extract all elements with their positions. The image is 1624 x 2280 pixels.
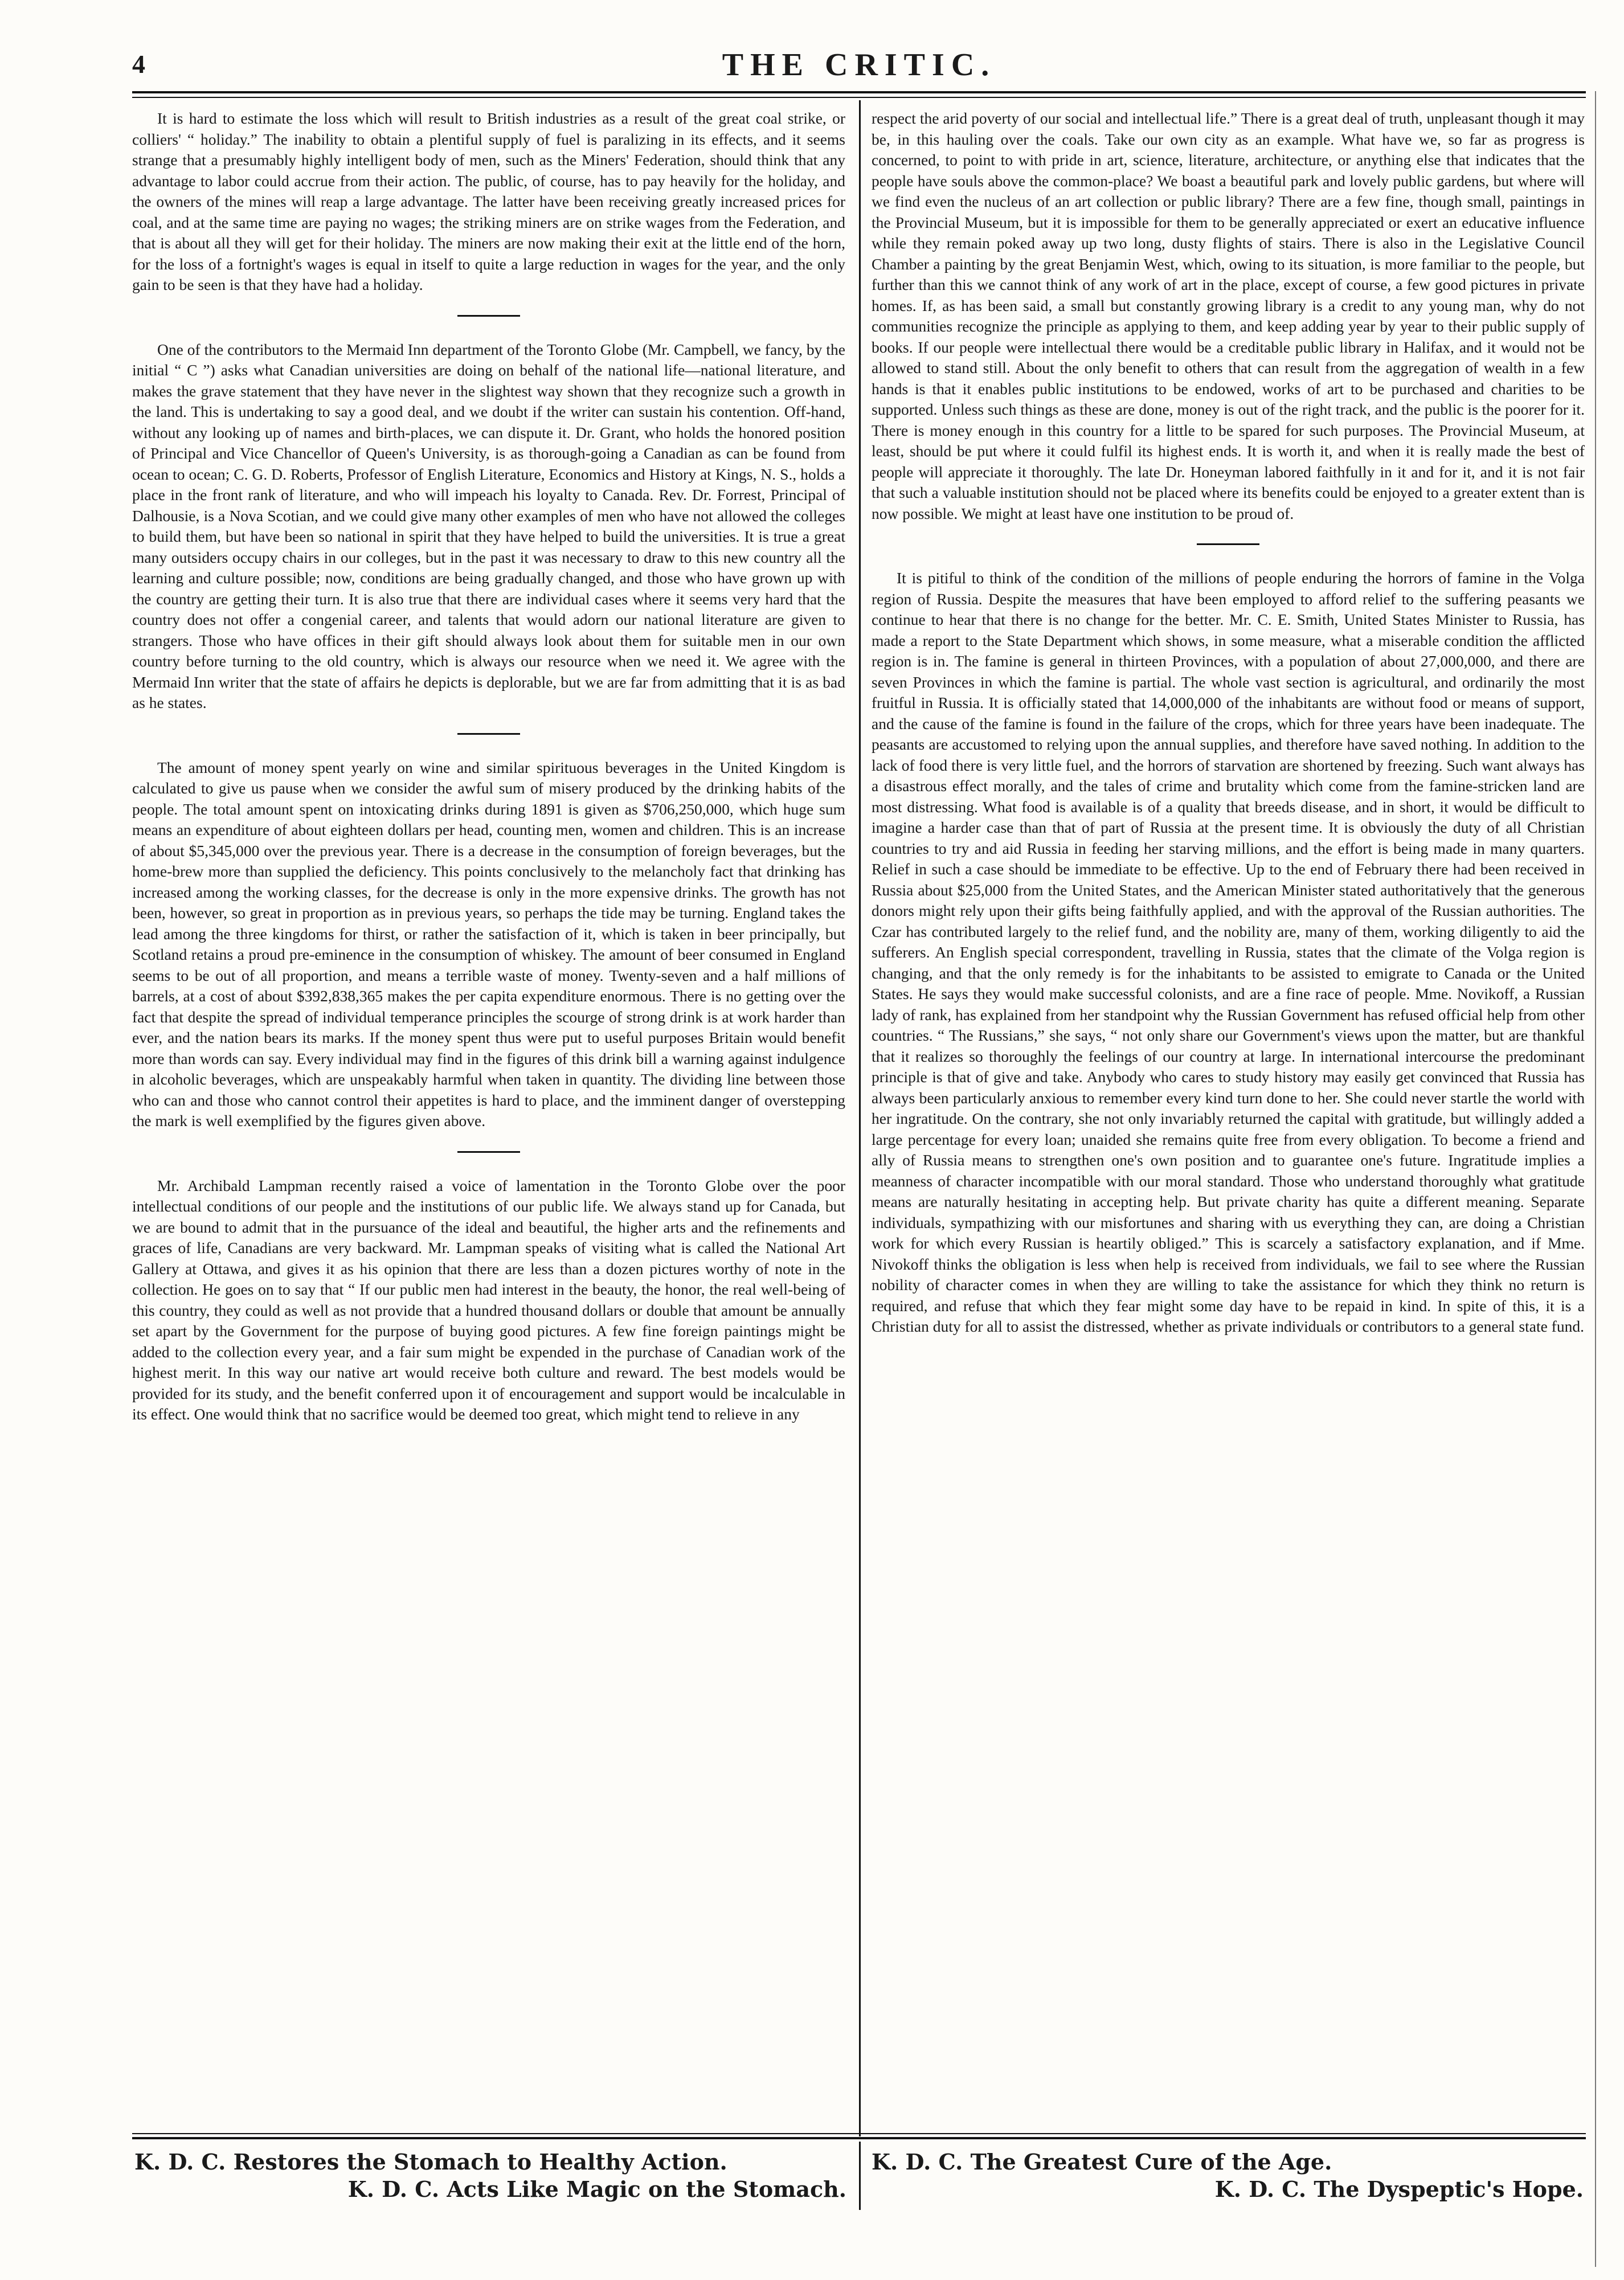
page-number: 4	[132, 50, 145, 79]
ad-line: K. D. C. Acts Like Magic on the Stomach.	[347, 2176, 846, 2202]
footer-rule	[132, 2137, 1586, 2139]
right-column	[872, 108, 1585, 1337]
article-lampman-art-continued: respect the arid poverty of our social and intellectual life.” There is a great deal of truth, unpleasant though it may be, in this hauling over the coals. Take our own city as an example. What have we, so far as progress is concerned, to point to with pride in art, science, literature, architecture, or anything else that indicates that the people have souls above the common-place? We boast a beautiful park and lovely public gardens, but where will we find even the nucleus of an art collection or public library? There are a few fine, though small, paintings in the Provincial Museum, but it is impossible for them to be generally appreciated or exert an educative influence while they remain poked away up two long, dusty flights of stairs. There is also in the Legislative Council Chamber a painting by the great Benjamin West, which, owing to its situation, is more familiar to the people, but further than this we cannot think of any work of art in the place, except of course, a few good pictures in private homes. If, as has been said, a small but constantly growing library is a credit to any young man, why do not communities recognize the principle as applying to them, and keep adding year by year to their public supply of books. If our people were intellectual there would be a creditable public library in Halifax, and it would not be allowed to stand still. About the only benefit to others that can result from the aggregation of wealth in a few hands is that it enables public institutions to be endowed, works of art to be purchased and charities to be supported. Unless such things as these are done, money is out of the right track, and the public is the poorer for it. There is money enough in this country for a little to be spared for such purposes. The Provincial Museum, at least, should be put where it could fulfil its highest ends. It is worth it, and when it is really made the best of people will appreciate it thoroughly. The late Dr. Honeyman labored faithfully in it and for it, and it is not fair that such a valuable institution should not be placed where its benefits could be enjoyed to a greater extent than is now possible. We might at least have one institution to be proud of.	[872, 109, 1585, 522]
article-separator	[457, 315, 520, 317]
article-canadian-universities: One of the contributors to the Mermaid Inn department of the Toronto Globe (Mr. Campbell, we fancy, by the initial “ C ”) asks what Canadian universities are doing on behalf of the national life—national literature, and makes the grave statement that they have never in the slightest way shown that they recognize such a growth in the land. This is undertaking to say a good deal, and we doubt if the writer can sustain his contention. Off-hand, without any looking up of names and birth-places, we can dispute it. Dr. Grant, who holds the honored position of Principal and Vice Chancellor of Queen's University, is as thorough-going a Canadian as can be found from ocean to ocean; C. G. D. Roberts, Professor of English Literature, Economics and History at Kings, N. S., holds a place in the front rank of literature, and who will impeach his loyalty to Canada. Rev. Dr. Forrest, Principal of Dalhousie, is a Nova Scotian, and we could give many other examples of men who have not allowed the colleges to build them, but have been so national in spirit that they have helped to build the universities. It is true a great many outsiders occupy chairs in our colleges, but in the past it was necessary to draw to this new country all the learning and culture possible; now, conditions are being gradually changed, and those who have grown up with the country are getting their turn. It is also true that there are individual cases where it seems very hard that the country does not offer a congenial career, and talents that would adorn our national literature are given to strangers. Those who have offices in their gift should always look about them for suitable men in our own country before turning to the old country, which is always our resource when we need it. We agree with the Mermaid Inn writer that the state of affairs he depicts is deplorable, but we are far from admitting that it is as bad as he states.	[132, 340, 845, 711]
article-coal-strike: It is hard to estimate the loss which will result to British industries as a result of the great coal strike, or colliers' “ holiday.” The inability to obtain a plentiful supply of fuel is paralizing in its effects, and it seems strange that a presumably highly intelligent body of men, such as the Miners' Federation, should think that any advantage to labor could accrue from their action. The public, of course, has to pay heavily for the holiday, and the owners of the mines will reap a large advantage. The latter have been receiving greatly increased prices for coal, and at the same time are paying no wages; the striking miners are on strike wages from the Federation, and that is about all they will get for their holiday. The miners are now making their exit at the little end of the horn, for the loss of a fortnight's wages is equal in itself to quite a large reduction in wages for the year, and the only gain to be seen is that they have had a holiday.	[132, 109, 845, 293]
article-separator	[457, 1151, 520, 1153]
article-russian-famine: It is pitiful to think of the condition of the millions of people enduring the horrors of famine in the Volga region of Russia. Despite the measures that have been employed to afford relief to the suffering peasants we continue to hear that there is no change for the better. Mr. C. E. Smith, United States Minister to Russia, has made a report to the State Department which shows, in some measure, what a miserable condition the afflicted region is in. The famine is general in thirteen Provinces, with a population of about 27,000,000, and there are seven Provinces in which the famine is partial. The whole vast section is agricultural, and ordinarily the most fruitful in Russia. It is officially stated that 14,000,000 of the inhabitants are without food or means of support, and the cause of the famine is found in the failure of the crops, which for three years have been inadequate. The peasants are accustomed to relying upon the annual supplies, and therefore have saved nothing. In addition to the lack of food there is very little fuel, and the horrors of starvation are shortened by freezing. Such want always has a disastrous effect morally, and the tales of crime and brutality which come from the famine-stricken land are most distressing. What food is available is of a quality that breeds disease, and in short, it would be difficult to imagine a harder case than that of part of Russia at the present time. It is obviously the duty of all Christian countries to try and aid Russia in feeding her starving millions, and the effort is being made in many quarters. Relief in such a case should be immediate to be effective. Up to the end of February there had been received in Russia about $25,000 from the United States, and the American Minister stated authoritatively that the generous donors might rely upon their gifts being faithfully applied, and with the approval of the Russian authorities. The Czar has contributed largely to the relief fund, and the nobility are, many of them, working diligently to aid the sufferers. An English special correspondent, travelling in Russia, states that the climate of the Volga region is changing, and that the only remedy is for the inhabitants to be assisted to emigrate to Canada or the United States. He says they would make successful colonists, and are a fine race of people. Mme. Novikoff, a Russian lady of rank, has explained from her standpoint why the Russian Government has refused official help from other countries. “ The Russians,” she says, “ not only share our Government's views upon the matter, but are thankful that it realizes so thoroughly the feelings of our country at large. In international intercourse the predominant principle is that of give and take. Anybody who cares to study history may easily get convinced that Russia has always been particularly anxious to remember every kind turn done to her. She could never startle the world with her ingratitude. On the contrary, she not only invariably returned the capital with gratitude, but willingly added a large percentage for every loan; unaided she remains quite free from every obligation. To become a friend and ally of Russia means to strengthen one's own position and to guarantee one's future. Ingratitude implies a meanness of character incompatible with our moral standard. Those who understand thoroughly what gratitude means are naturally hesitating in accepting help. But private charity has quite a different meaning. Separate individuals, sympathizing with our misfortunes and sharing with us everything they can, are doing a Christian work for which every Russian is heartily obliged.” This is scarcely a satisfactory explanation, and if Mme. Nivokoff thinks the obligation is less when help is received from individuals, we fail to see where the Russian nobility of character comes in when they are willing to take the assistance for which they think no return is required, and refuse that which they fear might some day have to be repaid in kind. In spite of this, it is a Christian duty for all to assist the distressed, whether as private individuals or contributors to a general state fund.	[872, 569, 1585, 1335]
article-separator	[1197, 543, 1259, 545]
ad-line: K. D. C. The Greatest Cure of the Age.	[872, 2149, 1332, 2175]
left-column	[132, 108, 845, 1425]
page-edge-rule	[1595, 91, 1596, 2267]
header-rule-thin	[132, 97, 1586, 98]
masthead-title: THE CRITIC.	[722, 47, 996, 83]
column-divider	[859, 100, 861, 2136]
footer-rule-thin	[132, 2133, 1586, 2134]
ad-divider	[859, 2142, 861, 2210]
advertisement-left	[134, 2148, 846, 2203]
article-separator	[457, 733, 520, 735]
ad-line: K. D. C. The Dyspeptic's Hope.	[1214, 2176, 1584, 2202]
header-rule	[132, 91, 1586, 93]
ad-line: K. D. C. Restores the Stomach to Healthy Action.	[134, 2149, 727, 2175]
advertisement-right	[872, 2148, 1584, 2203]
article-drink-bill: The amount of money spent yearly on wine and similar spirituous beverages in the United Kingdom is calculated to give us pause when we consider the awful sum of misery produced by the drinking habits of the people. The total amount spent on intoxicating drinks during 1891 is given as $706,250,000, which huge sum means an expenditure of about eighteen dollars per head, counting men, women and children. This is an increase of about $5,345,000 over the previous year. There is a decrease in the consumption of foreign beverages, but the home-brew more than supplied the deficiency. This points conclusively to the melancholy fact that drinking has increased among the working classes, for the decrease is only in the more expensive drinks. The growth has not been, however, so great in proportion as in previous years, so perhaps the tide may be turning. England takes the lead among the three kingdoms for thirst, or rather the satisfaction of it, which is taken in beer principally, but Scotland retains a proud pre-eminence in the consumption of whiskey. The amount of beer consumed in England seems to be out of all proportion, and means a terrible waste of money. Twenty-seven and a half millions of barrels, at a cost of about $392,838,365 makes the per capita expenditure enormous. There is no getting over the fact that despite the spread of individual temperance principles the scourge of strong drink is at work harder than ever, and the nation bears its marks. If the money spent thus were put to useful purposes Britain would benefit more than words can say. Every individual may find in the figures of this drink bill a warning against indulgence in alcoholic beverages, which are unspeakably harmful when taken in quantity. The dividing line between those who can and those who cannot control their appetites is hard to place, and the imminent danger of overstepping the mark is well exemplified by the figures given above.	[132, 758, 845, 1129]
article-lampman-art: Mr. Archibald Lampman recently raised a voice of lamentation in the Toronto Globe over the poor intellectual conditions of our people and the institutions of our public life. We always stand up for Canada, but we are bound to admit that in the pursuance of the ideal and beautiful, the higher arts and the refinements and graces of life, Canadians are very backward. Mr. Lampman speaks of visiting what is called the National Art Gallery at Ottawa, and gives it as his opinion that there are less than a dozen pictures worthy of note in the collection. He goes on to say that “ If our public men had interest in the beauty, the honor, the real well-being of this country, they could as well as not provide that a hundred thousand dollars or double that amount be annually set apart by the Government for the purpose of buying good pictures. A few fine foreign paintings might be added to the collection every year, and a fair sum might be expended in the purchase of Canadian work of the highest merit. In this way our native art would receive both culture and reward. The best models would be provided for its study, and the benefit conferred upon it of encouragement and support would be incalculable in its effect. One would think that no sacrifice would be deemed too great, which might tend to relieve in any	[132, 1176, 845, 1423]
